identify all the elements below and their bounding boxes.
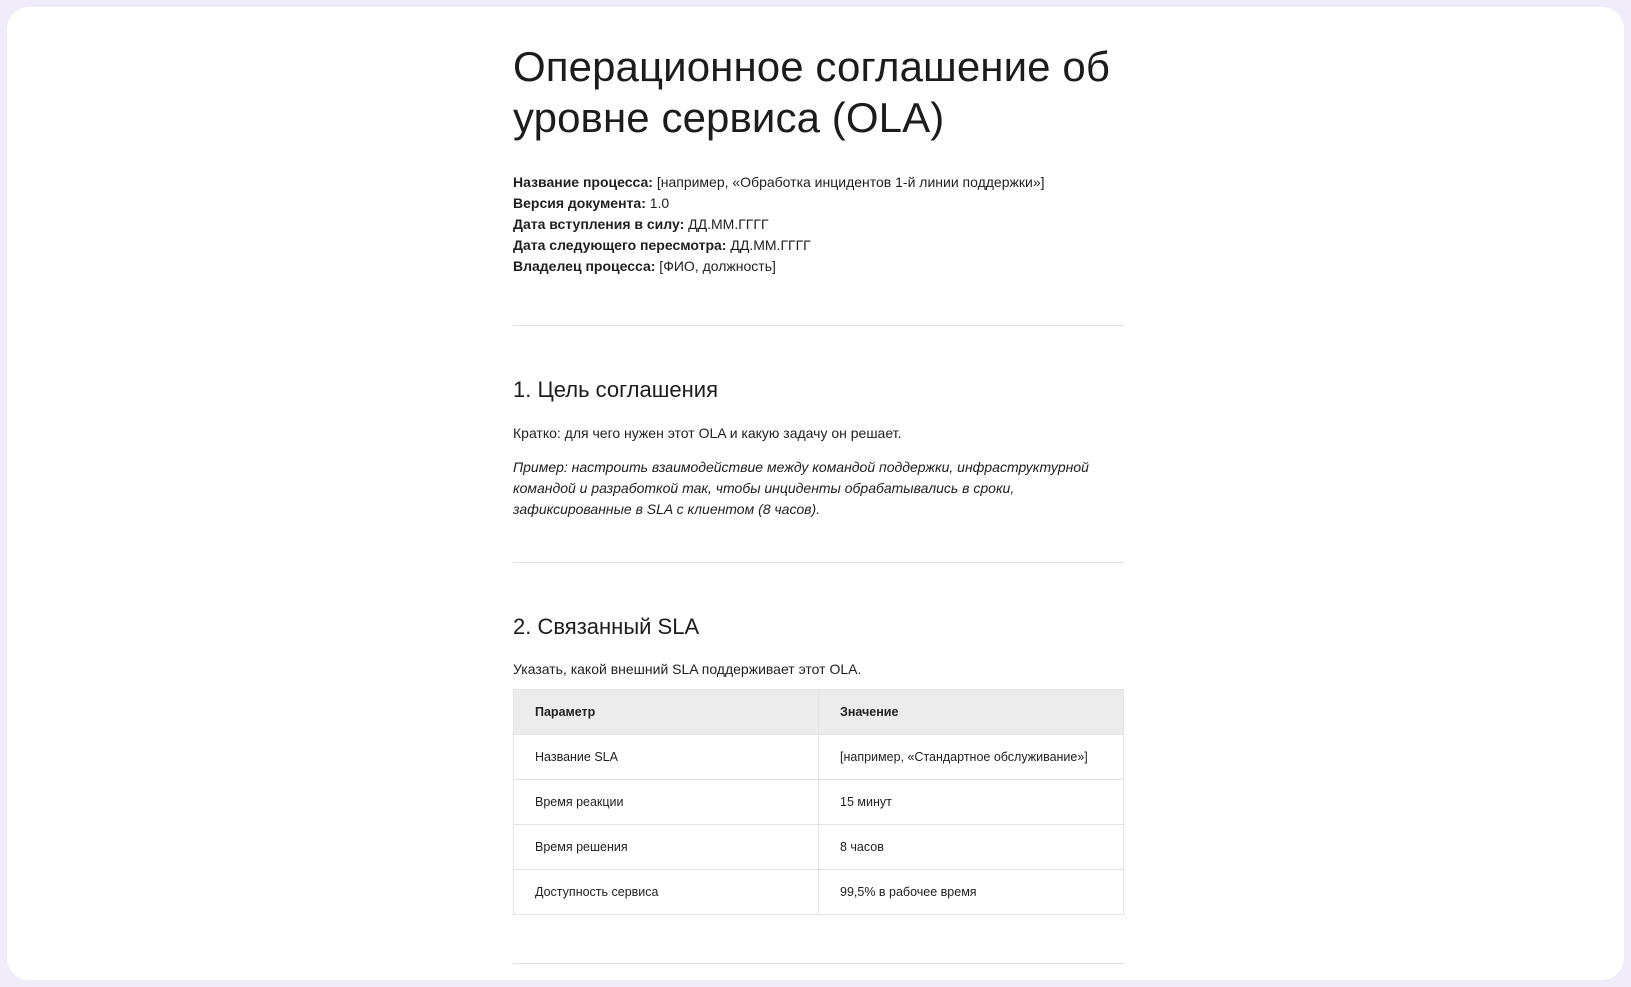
table-cell-value: [например, «Стандартное обслуживание»] <box>819 735 1124 780</box>
table-row <box>514 870 1124 915</box>
meta-document-version <box>513 193 1124 214</box>
meta-value: 1.0 <box>645 195 670 211</box>
section-2-text: Указать, какой внешний SLA поддерживает этот OLA. <box>513 661 862 677</box>
table-cell-value: 99,5% в рабочее время <box>819 870 1124 915</box>
meta-value: ДД.ММ.ГГГГ <box>684 216 769 232</box>
meta-process-name <box>513 172 1124 193</box>
table-cell-parameter: Время реакции <box>514 780 819 825</box>
meta-effective-date <box>513 214 1124 235</box>
table-row <box>514 735 1124 780</box>
meta-process-owner <box>513 256 1124 277</box>
meta-value: [ФИО, должность] <box>655 258 776 274</box>
table-header-row <box>514 690 1124 735</box>
table-cell-parameter: Название SLA <box>514 735 819 780</box>
meta-next-review-date <box>513 235 1124 256</box>
document-frame <box>7 7 1624 980</box>
meta-label: Версия документа: <box>513 195 646 211</box>
column-header-value: Значение <box>819 690 1124 735</box>
section-1-heading: 1. Цель соглашения <box>513 377 718 402</box>
section-2-heading: 2. Связанный SLA <box>513 614 700 639</box>
meta-value: [например, «Обработка инцидентов 1-й линии поддержки»] <box>652 174 1045 190</box>
meta-label: Дата вступления в силу: <box>513 216 685 232</box>
table-cell-parameter: Доступность сервиса <box>514 870 819 915</box>
table-row <box>514 825 1124 870</box>
sla-parameters-table <box>513 689 1124 915</box>
section-1-example: Пример: настроить взаимодействие между командой поддержки, инфраструктурной командой и разработкой так, чтобы инциденты обрабатывались в сроки, зафиксированные в SLA с клиентом (8 часов). <box>513 459 1089 517</box>
meta-value: ДД.ММ.ГГГГ <box>726 237 811 253</box>
section-1-text: Кратко: для чего нужен этот OLA и какую задачу он решает. <box>513 425 902 441</box>
table-cell-value: 8 часов <box>819 825 1124 870</box>
table-cell-parameter: Время решения <box>514 825 819 870</box>
divider <box>513 325 1124 326</box>
document-title: Операционное соглашение об уровне сервиса (OLA) <box>513 43 1110 141</box>
divider <box>513 963 1124 964</box>
column-header-parameter: Параметр <box>514 690 819 735</box>
meta-label: Название процесса: <box>513 174 653 190</box>
table-cell-value: 15 минут <box>819 780 1124 825</box>
meta-label: Дата следующего пересмотра: <box>513 237 727 253</box>
divider <box>513 562 1124 563</box>
table-row <box>514 780 1124 825</box>
document-metadata <box>513 172 1124 277</box>
meta-label: Владелец процесса: <box>513 258 656 274</box>
